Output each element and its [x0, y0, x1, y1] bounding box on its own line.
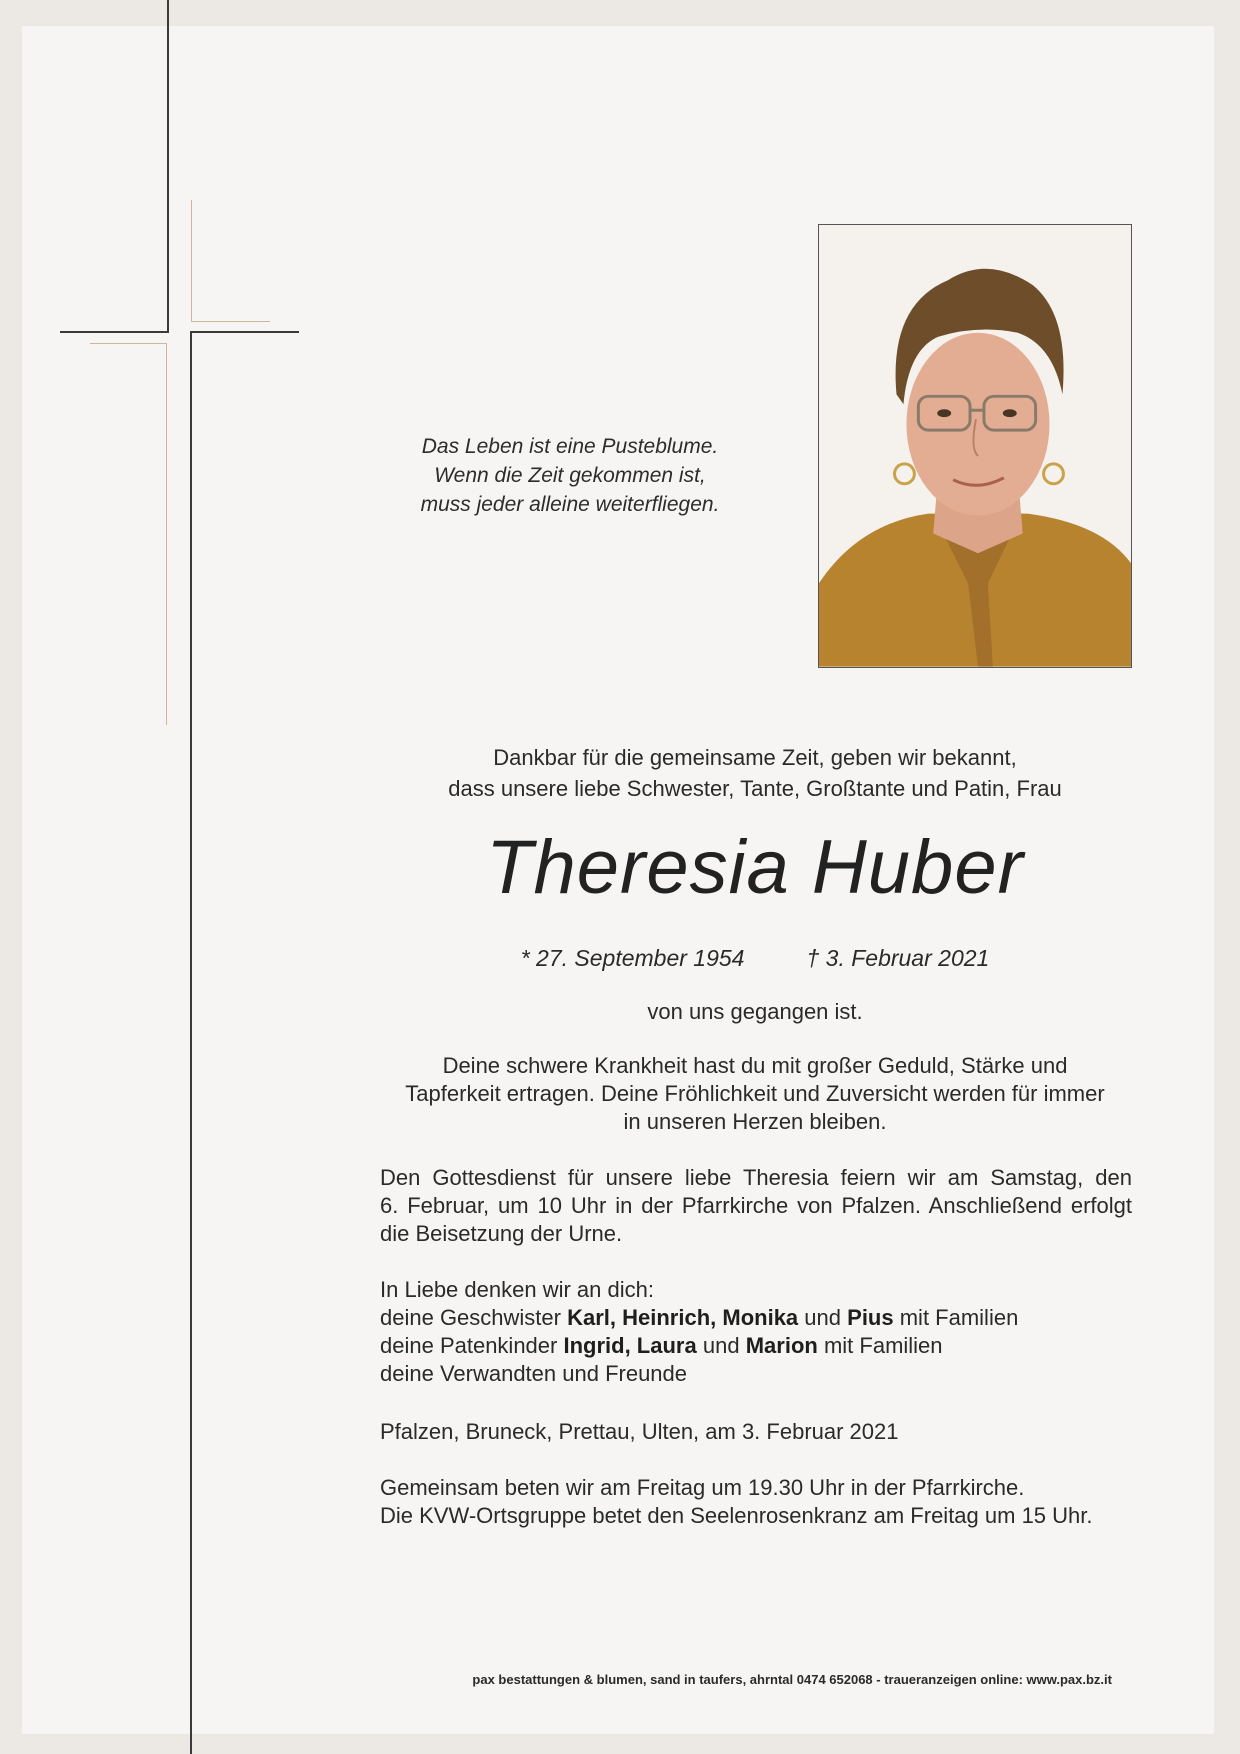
funeral-home-footer: pax bestattungen & blumen, sand in taufers, ahrntal 0474 652068 - traueranzeigen online: www.pax.bz.it [472, 1672, 1112, 1687]
siblings-prefix: deine Geschwister [380, 1305, 561, 1330]
service-line: die Beisetzung der Urne. [380, 1221, 623, 1246]
service-line: 6. Februar, um 10 Uhr in der Pfarrkirche von Pfalzen. Anschließend erfolgt [380, 1193, 1132, 1218]
cross-gold-vertical-bottom [166, 343, 167, 725]
godchildren-last: Marion [745, 1333, 818, 1358]
siblings-last: Pius [847, 1305, 894, 1330]
intro-line: Dankbar für die gemeinsame Zeit, geben wir bekannt, [493, 745, 1017, 770]
funeral-service-paragraph [380, 1164, 1132, 1248]
tribute-paragraph [370, 1052, 1140, 1136]
cross-dark-arm-left [60, 331, 168, 333]
cross-dark-arm-right [190, 331, 299, 333]
death-date: † 3. Februar 2021 [806, 945, 990, 971]
portrait-photo [818, 224, 1132, 668]
prayer-line: Die KVW-Ortsgruppe betet den Seelenrosenkranz am Freitag um 15 Uhr. [380, 1503, 1093, 1528]
cross-gold-vertical-top [191, 200, 192, 322]
place-and-date: Pfalzen, Bruneck, Prettau, Ulten, am 3. Februar 2021 [380, 1419, 899, 1444]
quote-line: Wenn die Zeit gekommen ist, [434, 464, 706, 487]
prayer-info [380, 1474, 1132, 1530]
intro-line: dass unsere liebe Schwester, Tante, Großtante und Patin, Frau [448, 776, 1062, 801]
relatives-line: deine Verwandten und Freunde [380, 1361, 688, 1386]
deceased-name: Theresia Huber [486, 825, 1024, 910]
cross-dark-vertical-long [190, 331, 192, 1754]
godchildren-names: Ingrid, Laura [563, 1333, 697, 1358]
service-line: Den Gottesdienst für unsere liebe Theresia feiern wir am Samstag, den [380, 1165, 1132, 1190]
passed-text: von uns gegangen ist. [647, 999, 863, 1024]
siblings-line [380, 1304, 1132, 1332]
quote-line: muss jeder alleine weiterfliegen. [420, 493, 720, 516]
quote-line: Das Leben ist eine Pusteblume. [421, 435, 719, 458]
godchildren-line [380, 1332, 1132, 1360]
cross-gold-arm-right [192, 321, 270, 322]
siblings-and: und [804, 1305, 842, 1330]
mourners-heading: In Liebe denken wir an dich: [380, 1277, 654, 1302]
tribute-line: Tapferkeit ertragen. Deine Fröhlichkeit und Zuversicht werden für immer [405, 1081, 1105, 1106]
mourners-list [380, 1276, 1132, 1388]
godchildren-and: und [702, 1333, 740, 1358]
memorial-quote [380, 432, 760, 519]
siblings-suffix: mit Familien [899, 1305, 1019, 1330]
godchildren-prefix: deine Patenkinder [380, 1333, 558, 1358]
godchildren-suffix: mit Familien [823, 1333, 943, 1358]
tribute-line: in unseren Herzen bleiben. [623, 1109, 887, 1134]
cross-gold-arm-left [90, 343, 167, 344]
birth-date: * 27. September 1954 [520, 945, 745, 971]
life-dates [370, 943, 1140, 973]
announcement-intro [370, 742, 1140, 804]
siblings-names: Karl, Heinrich, Monika [567, 1305, 799, 1330]
prayer-line: Gemeinsam beten wir am Freitag um 19.30 Uhr in der Pfarrkirche. [380, 1475, 1025, 1500]
cross-dark-vertical-top [167, 0, 169, 333]
portrait-illustration [819, 225, 1131, 667]
tribute-line: Deine schwere Krankheit hast du mit großer Geduld, Stärke und [442, 1053, 1068, 1078]
